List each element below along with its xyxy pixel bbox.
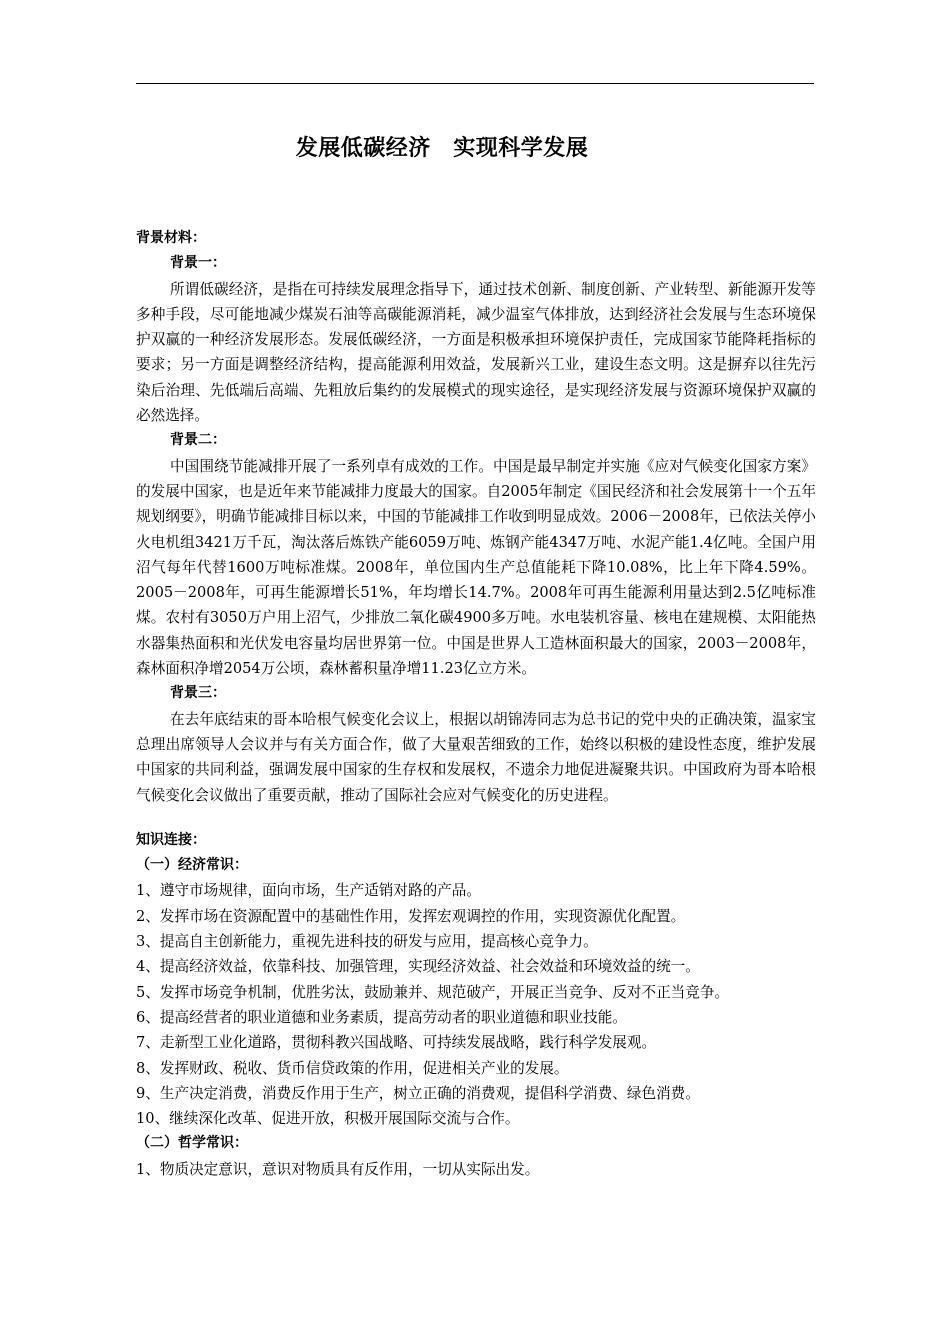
background-1-label: 背景一： [170, 255, 226, 272]
economics-item: 6、提高经营者的职业道德和业务素质，提高劳动者的职业道德和职业技能。 [136, 1008, 627, 1026]
economics-item: 8、发挥财政、税收、货币信贷政策的作用，促进相关产业的发展。 [136, 1059, 569, 1077]
economics-heading: （一）经济常识： [136, 857, 248, 874]
economics-item: 10、继续深化改革、促进开放，积极开展国际交流与合作。 [136, 1110, 520, 1128]
background-1-text: 所谓低碳经济，是指在可持续发展理念指导下，通过技术创新、制度创新、产业转型、新能源开发等多种手段，尽可能地减少煤炭石油等高碳能源消耗，减少温室气体排放，达到经济社会发展与生态环境保护双赢的一种经济发展形态。发展低碳经济，一方面是积极承担环境保护责任，完成国家节能降耗指标的要求；另一方面是调整经济结构，提高能源利用效益，发展新兴工业，建设生态文明。这是摒弃以往先污染后治理、先低端后高端、先粗放后集约的发展模式的现实途径，是实现经济发展与资源环境保护双赢的必然选择。 [136, 280, 816, 425]
economics-item: 9、生产决定消费，消费反作用于生产，树立正确的消费观，提倡科学消费、绿色消费。 [136, 1084, 700, 1102]
economics-item: 1、遵守市场规律，面向市场，生产适销对路的产品。 [136, 882, 481, 900]
section-gap [136, 808, 816, 828]
economics-item: 3、提高自主创新能力，重视先进科技的研发与应用，提高核心竞争力。 [136, 933, 598, 951]
page-title: 发展低碳经济 实现科学发展 [295, 136, 589, 161]
background-heading: 背景材料： [136, 230, 206, 246]
background-2-text: 中国围绕节能减排开展了一系列卓有成效的工作。中国是最早制定并实施《应对气候变化国家方案》的发展中国家，也是近年来节能减排力度最大的国家。自2005年制定《国民经济和社会发展第十一个五年规划纲要》，明确节能减排目标以来，中国的节能减排工作收到明显成效。2006－2008年，已依法关停小火电机组3421万千瓦，淘汰落后炼铁产能6059万吨、炼钢产能4347万吨、水泥产能1.4亿吨。全国户用沼气每年代替1600万吨标准煤。2008年，单位国内生产总值能耗下降10.08%，比上年下降4.59%。2005－2008年，可再生能源增长51%，年均增长14.7%。2008年可再生能源利用量达到2.5亿吨标准煤。农村有3050万户用上沼气，少排放二氧化碳4900多万吨。水电装机容量、核电在建规模、太阳能热水器集热面积和光伏发电容量均居世界第一位。中国是世界人工造林面积最大的国家，2003－2008年，森林面积净增2054万公顷，森林蓄积量净增11.23亿立方米。 [136, 457, 816, 678]
background-3-text: 在去年底结束的哥本哈根气候变化会议上，根据以胡锦涛同志为总书记的党中央的正确决策，温家宝总理出席领导人会议并与有关方面合作，做了大量艰苦细致的工作，始终以积极的建设性态度，维护发展中国家的共同利益，强调发展中国家的生存权和发展权，不遗余力地促进凝聚共识。中国政府为哥本哈根气候变化会议做出了重要贡献，推动了国际社会应对气候变化的历史进程。 [136, 710, 816, 804]
background-2-label: 背景二： [170, 432, 226, 449]
philosophy-heading: （二）哲学常识： [136, 1135, 248, 1152]
document-body [136, 226, 816, 1182]
economics-item: 7、走新型工业化道路，贯彻科教兴国战略、可持续发展战略，践行科学发展观。 [136, 1034, 657, 1052]
economics-item: 4、提高经济效益，依靠科技、加强管理，实现经济效益、社会效益和环境效益的统一。 [136, 958, 700, 976]
economics-item: 2、发挥市场在资源配置中的基础性作用，发挥宏观调控的作用，实现资源优化配置。 [136, 907, 686, 925]
background-3-label: 背景三： [170, 685, 226, 702]
philosophy-item: 1、物质决定意识，意识对物质具有反作用，一切从实际出发。 [136, 1160, 540, 1178]
economics-item: 5、发挥市场竞争机制，优胜劣汰，鼓励兼并、规范破产，开展正当竞争、反对不正当竞争。 [136, 983, 730, 1001]
knowledge-heading: 知识连接： [136, 831, 206, 848]
header-rule [136, 83, 814, 84]
